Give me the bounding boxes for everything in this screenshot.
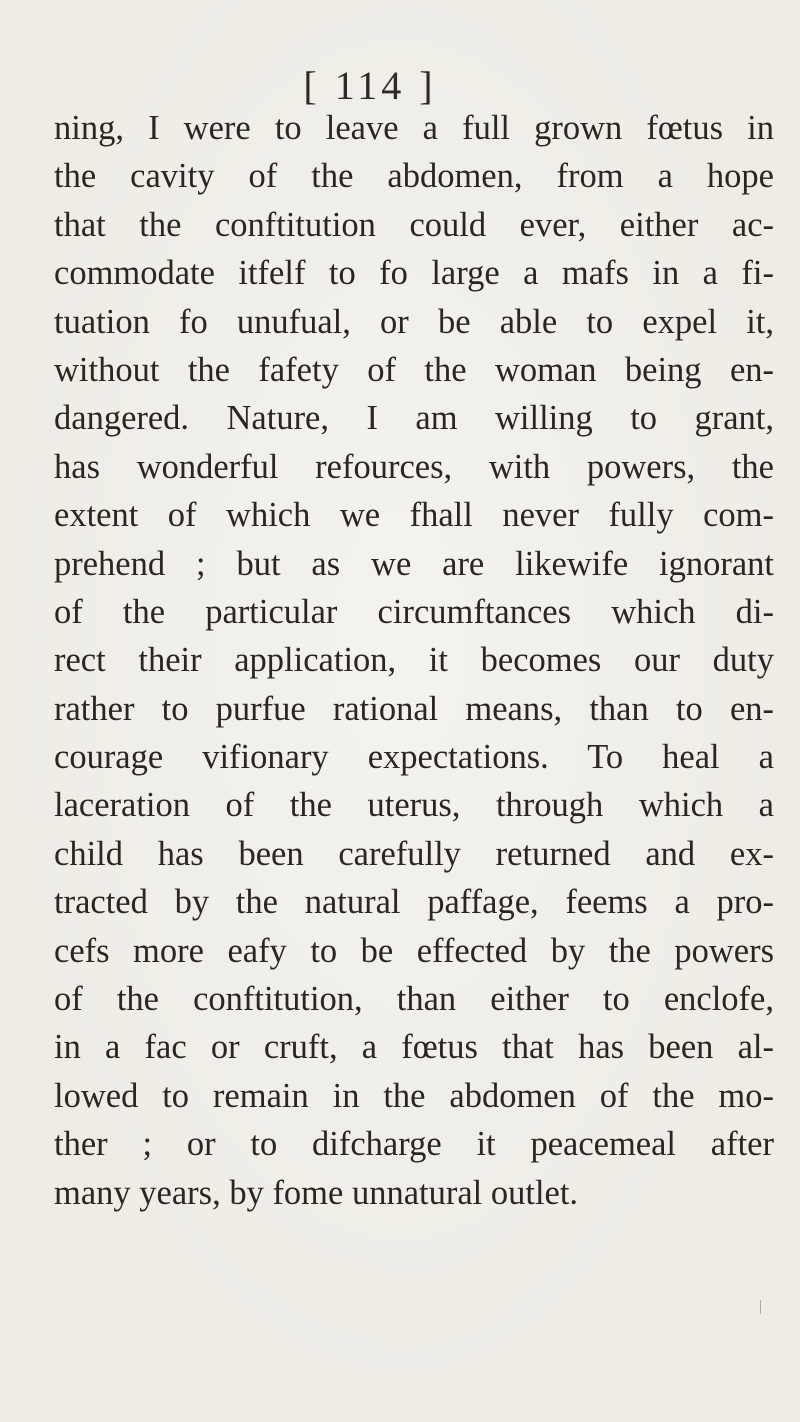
text-line: that the conftitution could ever, either ac- bbox=[54, 205, 774, 244]
text-line: laceration of the uterus, through which a bbox=[54, 786, 774, 825]
text-line: has wonderful refources, with powers, the bbox=[54, 447, 774, 486]
text-line: rather to purfue rational means, than to en- bbox=[54, 689, 774, 728]
text-line: dangered. Nature, I am willing to grant, bbox=[54, 399, 774, 438]
text-line: in a fac or cruft, a fœtus that has been al- bbox=[54, 1028, 774, 1067]
text-line: tuation fo unufual, or be able to expel it, bbox=[54, 302, 774, 341]
text-line: cefs more eafy to be effected by the powers bbox=[54, 931, 774, 970]
text-line: prehend ; but as we are likewife ignorant bbox=[54, 544, 774, 583]
text-line: without the fafety of the woman being en- bbox=[54, 350, 774, 389]
text-line: ning, I were to leave a full grown fœtus in bbox=[54, 109, 774, 147]
text-line: rect their application, it becomes our duty bbox=[54, 641, 774, 680]
text-line: commodate itfelf to fo large a mafs in a fi- bbox=[54, 254, 774, 293]
text-line: extent of which we fhall never fully com- bbox=[54, 496, 774, 535]
text-line: of the particular circumftances which di- bbox=[54, 592, 774, 631]
text-line: child has been carefully returned and ex- bbox=[54, 834, 774, 873]
text-line: lowed to remain in the abdomen of the mo- bbox=[54, 1076, 774, 1115]
text-line: many years, by fome unnatural outlet. bbox=[54, 1173, 579, 1212]
text-line: ther ; or to difcharge it peacemeal after bbox=[54, 1125, 774, 1164]
text-line: tracted by the natural paffage, feems a pro- bbox=[54, 883, 774, 922]
text-line: of the conftitution, than either to enclofe, bbox=[54, 980, 774, 1019]
paper-speck bbox=[760, 1300, 761, 1314]
page-number-header: [ 114 ] bbox=[303, 63, 437, 108]
text-line: courage vifionary expectations. To heal a bbox=[54, 738, 774, 777]
text-line: the cavity of the abdomen, from a hope bbox=[54, 157, 774, 196]
body-text bbox=[54, 104, 774, 1217]
